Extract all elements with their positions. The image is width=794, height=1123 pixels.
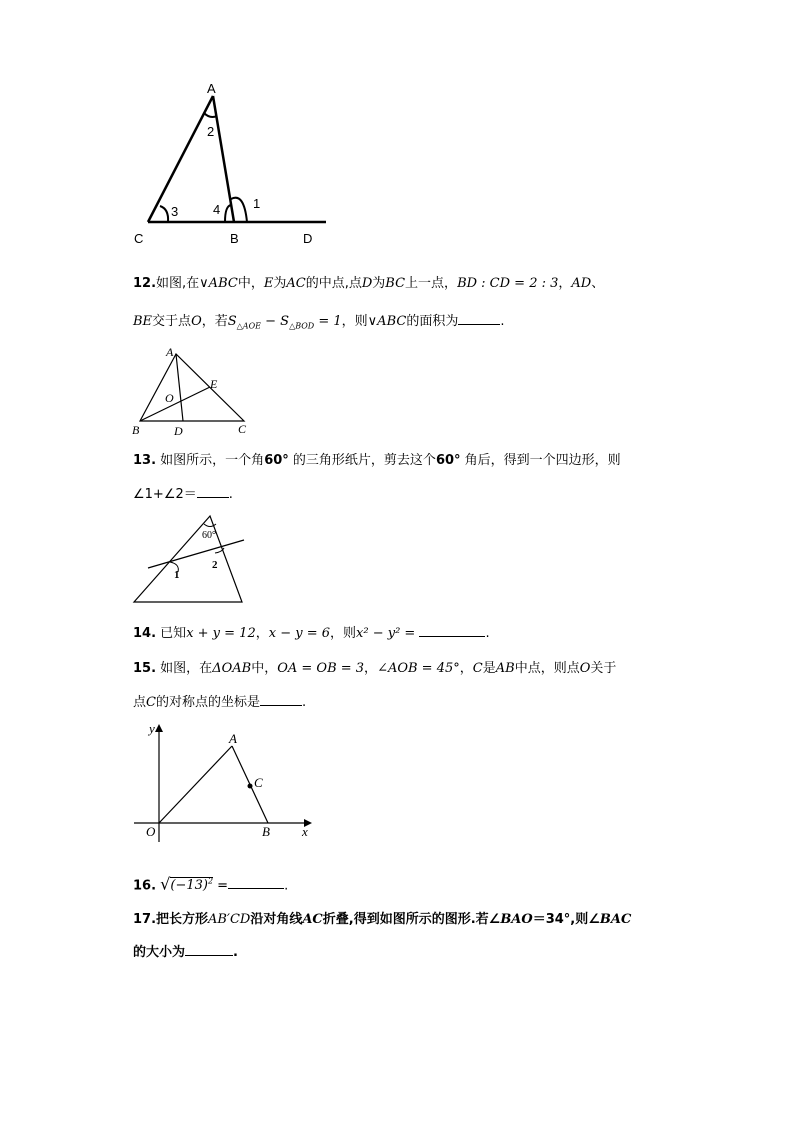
label-y: y <box>149 721 155 736</box>
question-13-line2: ∠1+∠2＝ . <box>133 487 233 502</box>
sqrt-radicand: $(-13)^2$ <box>170 877 214 894</box>
question-15-line2: 点C的对称点的坐标是 . <box>133 695 307 710</box>
question-17-line2: 的大小为 . <box>133 945 238 960</box>
question-12-line1: 12.如图,在∨ABC中，E为AC的中点,点D为BC上一点，BD : CD = 2 : 3，AD、 <box>133 276 605 291</box>
label-2: 2 <box>212 559 218 571</box>
point-C <box>248 784 253 789</box>
answer-blank-13[interactable] <box>197 485 229 498</box>
question-13-line1: 13. 如图所示，一个角60° 的三角形纸片，剪去这个60° 角后，得到一个四边形，则 <box>133 453 621 468</box>
label-A: A <box>229 731 237 746</box>
figure-triangle-medians <box>128 344 258 439</box>
label-A: A <box>207 81 216 96</box>
answer-blank-16[interactable] <box>228 876 284 889</box>
label-A: A <box>166 345 174 359</box>
question-15-line1: 15. 如图，在ΔOAB中，OA = OB = 3，∠AOB = 45°，C是AB中点，则点O关于 <box>133 661 617 676</box>
label-O: O <box>165 391 174 405</box>
answer-blank-12[interactable] <box>458 312 500 325</box>
answer-blank-15[interactable] <box>260 693 302 706</box>
label-C: C <box>238 422 247 436</box>
label-C: C <box>134 231 144 246</box>
label-1: 1 <box>253 196 261 211</box>
label-1: 1 <box>174 569 180 581</box>
line-CA <box>148 96 213 222</box>
label-D: D <box>174 424 183 438</box>
label-4: 4 <box>213 202 221 217</box>
question-17-line1: 17.把长方形AB′CD沿对角线AC折叠,得到如图所示的图形.若∠BAO＝34°,则∠BAC <box>133 912 632 927</box>
question-14: 14. 已知x + y = 12，x − y = 6，则x² − y² = . <box>133 626 490 641</box>
segment-AD <box>176 354 183 421</box>
answer-blank-14[interactable] <box>419 624 485 637</box>
label-60: 60° <box>202 530 216 541</box>
triangle-ABC <box>140 354 244 421</box>
angle-mark-3 <box>160 206 168 222</box>
answer-blank-17[interactable] <box>185 943 233 956</box>
angle-mark-4 <box>225 205 231 222</box>
label-E: E <box>210 377 218 391</box>
label-O: O <box>146 824 156 839</box>
figure-cut-triangle <box>130 512 250 607</box>
question-12-line2: BE交于点O，若$S_{\triangle AOE} - S_{\triangle BOD} = 1$，则∨ABC的面积为 . <box>133 314 505 331</box>
cut-line <box>148 540 244 568</box>
label-D: D <box>303 231 313 246</box>
figure-triangle-exterior-angle <box>130 78 330 248</box>
sqrt-sign: √ <box>160 874 171 894</box>
triangle-paper <box>134 516 242 602</box>
y-axis-arrow <box>155 724 163 732</box>
figure-coordinate-triangle <box>130 720 320 845</box>
label-B: B <box>132 423 140 437</box>
label-B: B <box>262 824 270 839</box>
label-3: 3 <box>171 204 179 219</box>
label-x: x <box>302 824 308 839</box>
question-16: 16. $√(-13)^2$ = . <box>133 874 289 894</box>
segment-OA <box>159 746 232 823</box>
label-2: 2 <box>207 124 215 139</box>
label-C: C <box>254 775 263 790</box>
label-B: B <box>230 231 239 246</box>
segment-BE <box>140 387 210 421</box>
